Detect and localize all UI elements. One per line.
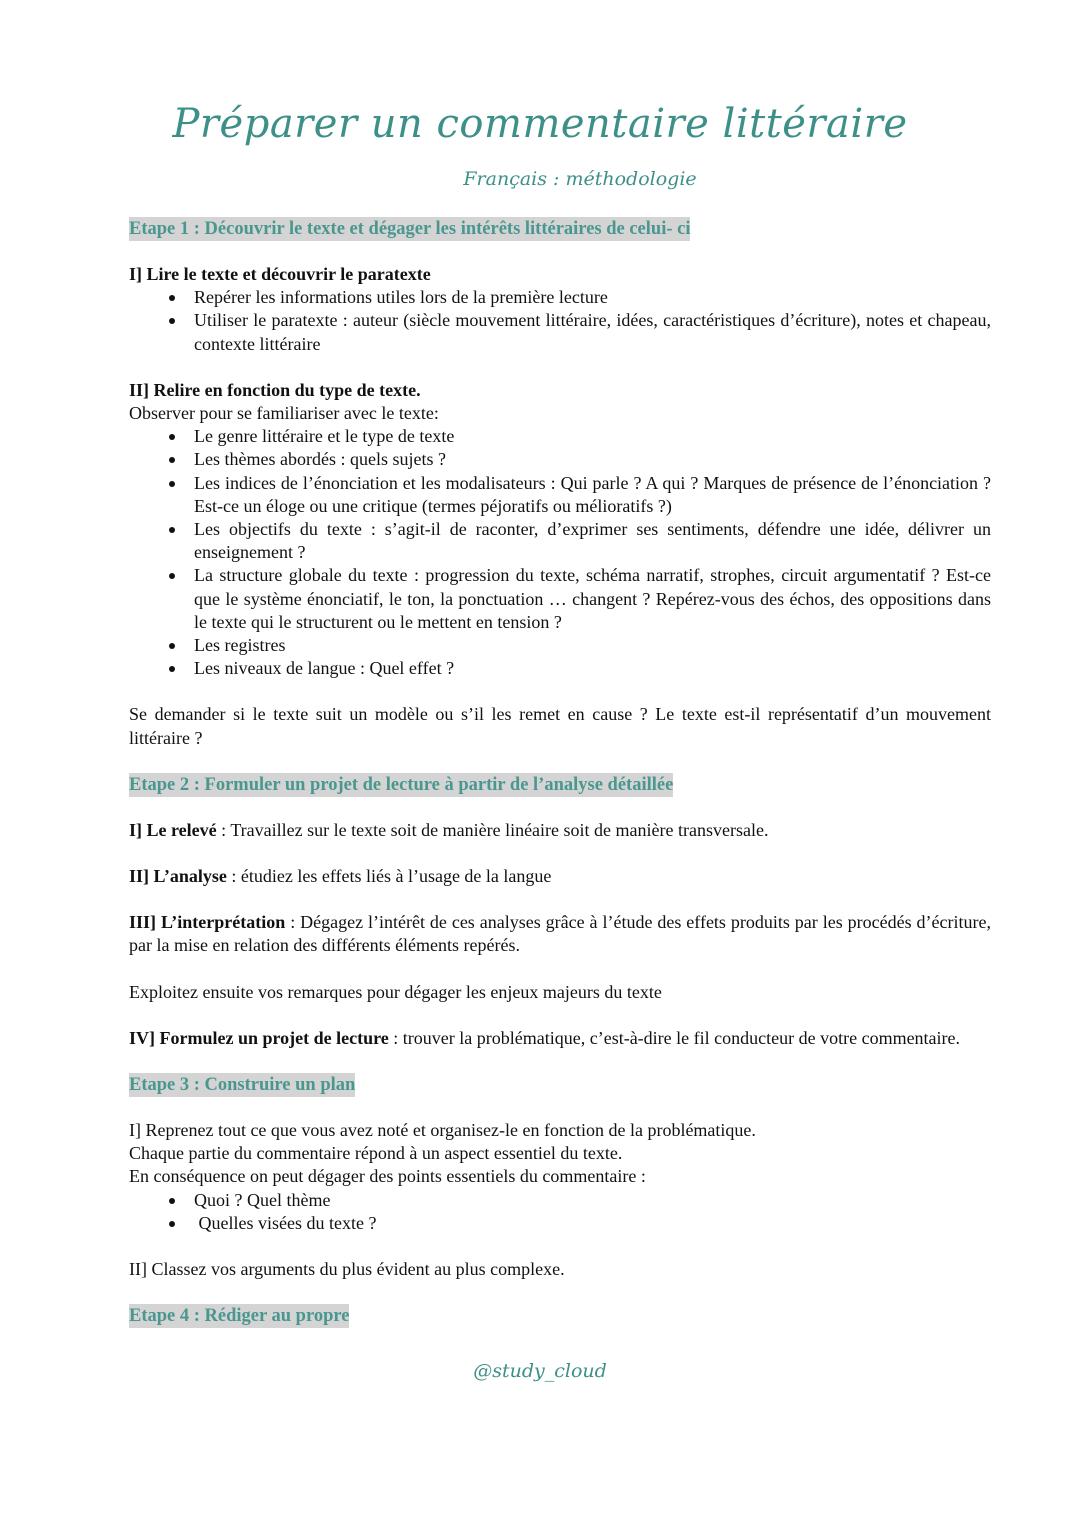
step-3-line: En conséquence on peut dégager des points essentiels du commentaire : bbox=[129, 1166, 646, 1187]
step-2-heading-wrap bbox=[129, 773, 991, 797]
bullet-icon bbox=[169, 1221, 175, 1227]
list-item: Les niveaux de langue : Quel effet ? bbox=[129, 657, 991, 680]
step-2-item-interpretation: III] L’interprétation : Dégagez l’intérêt de ces analyses grâce à l’étude des effets produits par les procédés d’écriture, par la mise en relation des différents éléments repérés. bbox=[129, 912, 991, 956]
step-3-list bbox=[129, 1189, 991, 1235]
step-1-closing: Se demander si le texte suit un modèle ou s’il les remet en cause ? Le texte est-il représentatif d’un mouvement littéraire ? bbox=[129, 704, 991, 748]
bullet-icon bbox=[169, 643, 175, 649]
bullet-icon bbox=[169, 527, 175, 533]
list-item: Les objectifs du texte : s’agit-il de raconter, d’exprimer ses sentiments, défendre une idée, délivrer un enseignement ? bbox=[129, 518, 991, 564]
step-2-heading: Etape 2 : Formuler un projet de lecture à partir de l’analyse détaillée bbox=[129, 774, 674, 795]
list-item: Quoi ? Quel thème bbox=[129, 1189, 991, 1212]
step-4-heading-wrap bbox=[129, 1304, 991, 1328]
bullet-icon bbox=[169, 666, 175, 672]
list-item: Utiliser le paratexte : auteur (siècle mouvement littéraire, idées, caractéristiques d’écriture), notes et chapeau, contexte littéraire bbox=[129, 309, 991, 355]
step-1-section-2-title: II] Relire en fonction du type de texte. bbox=[129, 379, 421, 400]
bullet-icon bbox=[169, 457, 175, 463]
bullet-icon bbox=[169, 481, 175, 487]
step-3-line: Chaque partie du commentaire répond à un aspect essentiel du texte. bbox=[129, 1143, 623, 1164]
step-1-section-2-list bbox=[129, 425, 991, 680]
bullet-icon bbox=[169, 434, 175, 440]
list-item: Les thèmes abordés : quels sujets ? bbox=[129, 448, 991, 471]
step-2-item-releve: I] Le relevé : Travaillez sur le texte soit de manière linéaire soit de manière transversale. bbox=[129, 819, 769, 840]
step-1-section-2-intro: Observer pour se familiariser avec le texte: bbox=[129, 403, 439, 424]
step-4-heading: Etape 4 : Rédiger au propre bbox=[129, 1306, 350, 1327]
bullet-icon bbox=[169, 318, 175, 324]
step-2-item-analyse: II] L’analyse : étudiez les effets liés à l’usage de la langue bbox=[129, 866, 552, 887]
step-1-section-1-list bbox=[129, 286, 991, 356]
step-1-section-1-title: I] Lire le texte et découvrir le paratexte bbox=[129, 264, 431, 284]
step-3-heading: Etape 3 : Construire un plan bbox=[129, 1075, 356, 1096]
step-1-heading: Etape 1 : Découvrir le texte et dégager les intérêts littéraires de celui- ci bbox=[129, 219, 691, 239]
list-item: Les registres bbox=[129, 634, 991, 657]
page-subtitle: Français : méthodologie bbox=[463, 168, 697, 190]
step-3-line: I] Reprenez tout ce que vous avez noté et organisez-le en fonction de la problématique. bbox=[129, 1120, 756, 1141]
step-1-heading-wrap bbox=[129, 217, 991, 241]
list-item: Le genre littéraire et le type de texte bbox=[129, 425, 991, 448]
bullet-icon bbox=[169, 1198, 175, 1204]
list-item: Repérer les informations utiles lors de la première lecture bbox=[129, 286, 991, 309]
list-item: La structure globale du texte : progression du texte, schéma narratif, strophes, circuit argumentatif ? Est-ce que le système énonciatif, le ton, la ponctuation … changent ? Repérez-vous des échos, des oppositions dans le texte qui le structurent ou le mettent en tension ? bbox=[129, 564, 991, 634]
page-title: Préparer un commentaire littéraire bbox=[172, 101, 908, 147]
list-item: Les indices de l’énonciation et les modalisateurs : Qui parle ? A qui ? Marques de présence de l’énonciation ? Est-ce un éloge ou une critique (termes péjoratifs ou mélioratifs ?) bbox=[129, 472, 991, 518]
step-2-note: Exploitez ensuite vos remarques pour dégager les enjeux majeurs du texte bbox=[129, 981, 662, 1002]
list-item: Quelles visées du texte ? bbox=[129, 1212, 991, 1235]
step-2-item-projet: IV] Formulez un projet de lecture : trouver la problématique, c’est-à-dire le fil conducteur de votre commentaire. bbox=[129, 1027, 961, 1048]
step-3-heading-wrap bbox=[129, 1073, 991, 1097]
document-body bbox=[129, 217, 991, 1328]
bullet-icon bbox=[169, 295, 175, 301]
bullet-icon bbox=[169, 573, 175, 579]
author-signature: @study_cloud bbox=[473, 1360, 607, 1382]
step-3-closing: II] Classez vos arguments du plus évident au plus complexe. bbox=[129, 1259, 565, 1280]
